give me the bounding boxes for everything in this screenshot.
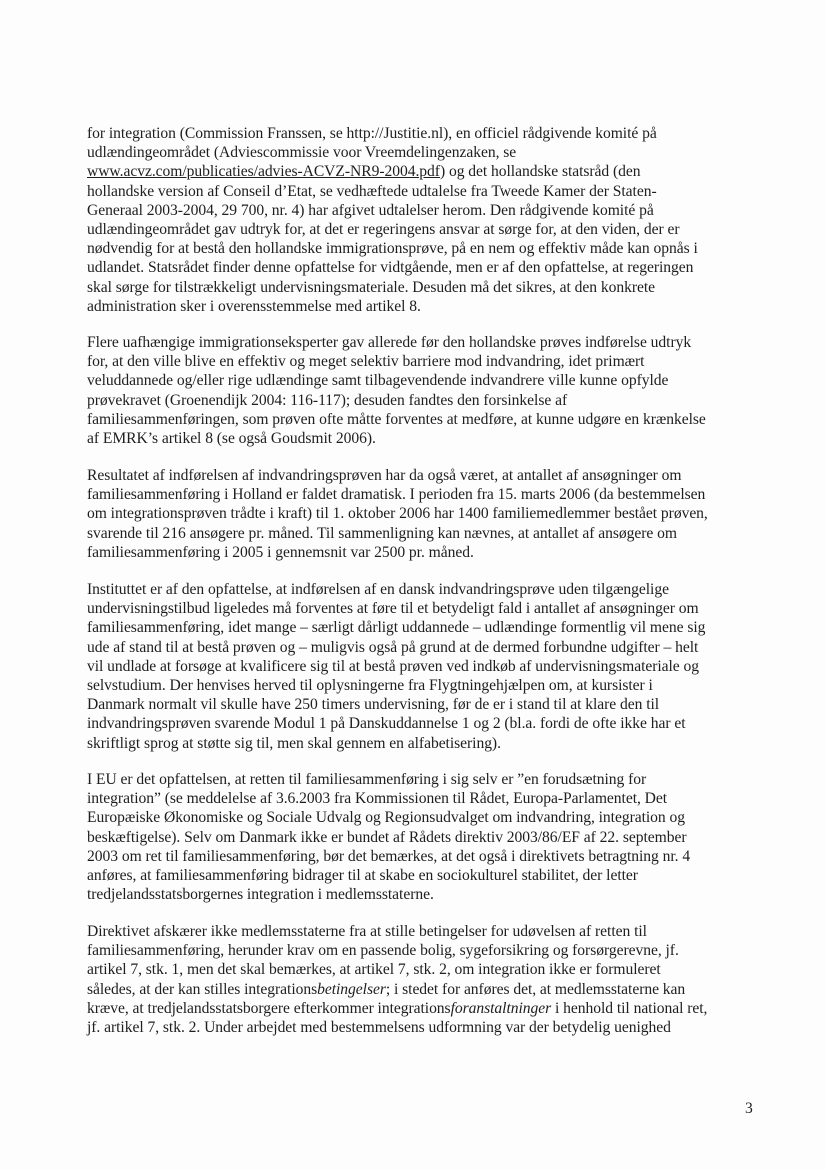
- text-line: [87, 922, 767, 941]
- text-line: [87, 258, 767, 277]
- text-line: [87, 714, 767, 733]
- text-line: [87, 980, 767, 999]
- text-run: I EU er det opfattelsen, at retten til familiesammenføring i sig selv er ”en forudsætning for: [87, 771, 647, 788]
- text-run: Flere uafhængige immigrationseksperter gav allerede før den hollandske prøves indførelse udtryk: [87, 334, 692, 351]
- text-line: [87, 201, 767, 220]
- text-run: for, at den ville blive en effektiv og meget selektiv barriere mod indvandring, idet primært: [87, 353, 645, 371]
- text-run: kræve, at tredjelandsstatsborgere efterkommer integrations: [87, 999, 451, 1017]
- paragraph-5: [87, 770, 767, 904]
- text-line: [87, 333, 767, 352]
- text-line: [87, 371, 767, 390]
- text-line: [87, 847, 767, 866]
- text-line: [87, 524, 767, 543]
- text-run: Direktivet afskærer ikke medlemsstaterne fra at stille betingelser for udøvelsen af retten til: [87, 923, 647, 940]
- text-run: familiesammenføringen, som prøven ofte måtte forventes at medføre, at kunne udgøre en krænkelse: [87, 410, 706, 428]
- text-line: [87, 162, 767, 181]
- text-line: [87, 828, 767, 847]
- text-run: prøvekravet (Groenendijk 2004: 116-117); desuden fandtes den forsinkelse af: [87, 391, 568, 409]
- text-run: 2003 om ret til familiesammenføring, bør det bemærkes, at det også i direktivets betragtning nr. 4: [87, 847, 691, 865]
- text-run: Generaal 2003-2004, 29 700, nr. 4) har afgivet udtalelser herom. Den rådgivende komité på: [87, 201, 654, 219]
- text-line: [87, 657, 767, 676]
- text-run: skal sørge for tilstrækkeligt undervisningsmateriale. Desuden må det sikres, at den konkrete: [87, 278, 656, 296]
- url-link[interactable]: www.acvz.com/publicaties/advies-ACVZ-NR9-2004.pdf: [87, 163, 440, 181]
- text-run: familiesammenføring i Holland er faldet dramatisk. I perioden fra 15. marts 2006 (da bestemmelsen: [87, 486, 706, 504]
- text-line: [87, 297, 767, 316]
- text-run: ude af stand til at bestå prøven og – muligvis også på grund at de dermed forbundne udgifter – helt: [87, 638, 699, 656]
- text-run: nødvendig for at bestå den hollandske immigrationsprøve, på en nem og effektiv måde kan opnås i: [87, 240, 698, 258]
- text-run: udlændingeområdet (Adviescommissie voor Vreemdelingenzaken, se: [87, 144, 517, 162]
- text-run: ) og det hollandske statsråd (den: [439, 163, 641, 181]
- text-line: [87, 239, 767, 258]
- text-line: [87, 789, 767, 808]
- text-line: [87, 278, 767, 297]
- text-run: administration sker i overensstemmelse med artikel 8.: [87, 297, 421, 315]
- text-line: [87, 580, 767, 599]
- text-run: integration” (se meddelelse af 3.6.2003 fra Kommissionen til Rådet, Europa-Parlamentet, Det: [87, 790, 668, 808]
- text-line: [87, 485, 767, 504]
- text-run: udlændingeområdet gav udtryk for, at det er regeringens ansvar at sørge for, at den viden, der er: [87, 221, 680, 239]
- text-line: [87, 599, 767, 618]
- text-line: [87, 504, 767, 523]
- text-run: tredjelandsstatsborgernes integration i medlemsstaterne.: [87, 886, 434, 904]
- text-line: [87, 182, 767, 201]
- text-run: skriftligt sprog at støtte sig til, men skal gennem en alfabetisering).: [87, 734, 501, 752]
- text-line: [87, 410, 767, 429]
- text-line: [87, 618, 767, 637]
- emphasized-text: betingelser: [317, 980, 386, 998]
- paragraph-6: [87, 922, 767, 1037]
- text-run: undervisningstilbud ligeledes må forventes at føre til et betydeligt fald i antallet af ansøgninger om: [87, 600, 699, 618]
- text-run: svarende til 216 ansøgere pr. måned. Til sammenligning kan nævnes, at antallet af ansøgere om: [87, 524, 677, 542]
- text-run: således, at der kan stilles integrations: [87, 980, 318, 998]
- text-line: [87, 124, 767, 143]
- text-line: [87, 676, 767, 695]
- text-line: [87, 770, 767, 789]
- text-run: artikel 7, stk. 1, men det skal bemærkes, at artikel 7, stk. 2, om integration ikke er formuleret: [87, 961, 661, 979]
- text-line: [87, 466, 767, 485]
- text-run: indvandringsprøven svarende Modul 1 på Danskuddannelse 1 og 2 (bl.a. fordi de ofte ikke har et: [87, 715, 686, 733]
- text-run: Resultatet af indførelsen af indvandringsprøven har da også været, at antallet af ansøgninger om: [87, 467, 682, 484]
- text-line: [87, 808, 767, 827]
- text-run: af EMRK’s artikel 8 (se også Goudsmit 2006).: [87, 430, 376, 448]
- text-run: Danmark normalt vil skulle have 250 timers undervisning, før de er i stand til at klare den til: [87, 696, 660, 714]
- text-line: [87, 543, 767, 562]
- text-line: [87, 352, 767, 371]
- text-line: [87, 999, 767, 1018]
- text-line: [87, 866, 767, 885]
- paragraph-3: [87, 466, 767, 562]
- text-run: Instituttet er af den opfattelse, at indførelsen af en dansk indvandringsprøve uden tilgængelige: [87, 581, 669, 598]
- text-line: [87, 734, 767, 753]
- text-run: jf. artikel 7, stk. 2. Under arbejdet med bestemmelsens udformning var der betydelig uenighed: [87, 1019, 671, 1037]
- text-run: udlandet. Statsrådet finder denne opfattelse for vidtgående, men er af den opfattelse, at regeringen: [87, 259, 694, 277]
- text-line: [87, 1018, 767, 1037]
- text-line: [87, 391, 767, 410]
- text-line: [87, 941, 767, 960]
- paragraph-1: [87, 124, 767, 316]
- text-run: beskæftigelse). Selv om Danmark ikke er bundet af Rådets direktiv 2003/86/EF af 22. september: [87, 828, 687, 846]
- text-run: familiesammenføring i 2005 i gennemsnit var 2500 pr. måned.: [87, 543, 474, 561]
- text-line: [87, 220, 767, 239]
- paragraph-4: [87, 580, 767, 753]
- paragraph-2: [87, 333, 767, 448]
- text-run: veluddannede og/eller rige udlændinge samt tilbagevendende indvandrere ville kunne opfylde: [87, 372, 669, 390]
- text-run: i henhold til national ret,: [551, 999, 708, 1017]
- text-run: familiesammenføring, herunder krav om en passende bolig, sygeforsikring og forsørgerevne, jf.: [87, 942, 679, 960]
- text-line: [87, 885, 767, 904]
- text-line: [87, 638, 767, 657]
- emphasized-text: foranstaltninger: [450, 999, 552, 1017]
- text-run: for integration (Commission Franssen, se http://Justitie.nl), en officiel rådgivende komité på: [87, 125, 657, 142]
- text-run: vil undlade at forsøge at kvalificere sig til at bestå prøven ved indkøb af undervisningsmateriale og: [87, 657, 700, 675]
- text-run: selvstudium. Der henvises herved til oplysningerne fra Flygtningehjælpen om, at kursister i: [87, 677, 653, 695]
- text-run: hollandske version af Conseil d’Etat, se vedhæftede udtalelse fra Tweede Kamer der Staten-: [87, 182, 657, 200]
- text-line: [87, 429, 767, 448]
- text-line: [87, 143, 767, 162]
- text-run: anføres, at familiesammenføring bidrager til at skabe en sociokulturel stabilitet, der letter: [87, 867, 638, 885]
- text-run: om integrationsprøven trådte i kraft) til 1. oktober 2006 har 1400 familiemedlemmer bestået prøven,: [87, 505, 708, 523]
- text-line: [87, 960, 767, 979]
- text-run: Europæiske Økonomiske og Sociale Udvalg og Regionsudvalget om indvandring, integration og: [87, 809, 685, 827]
- text-line: [87, 695, 767, 714]
- page-number: 3: [745, 1100, 753, 1117]
- text-run: familiesammenføring, idet mange – særligt dårligt uddannede – udlændinge formentlig vil mene sig: [87, 619, 706, 637]
- text-run: ; i stedet for anføres det, at medlemsstaterne kan: [385, 980, 686, 998]
